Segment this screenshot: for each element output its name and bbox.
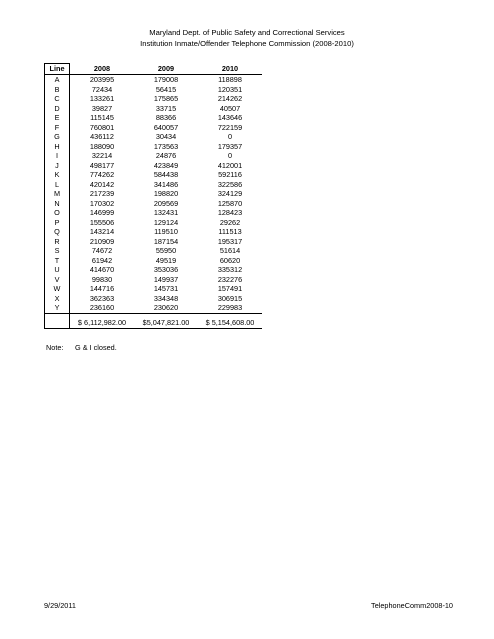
column-header-line: Line <box>45 64 70 75</box>
total-2008: $ 6,112,982.00 <box>70 318 135 329</box>
line-cell: P <box>45 218 70 228</box>
value-cell-2010: 0 <box>227 151 233 160</box>
table-row <box>45 151 263 161</box>
value-cell-2008: 115145 <box>90 113 114 122</box>
totals-label-cell <box>45 318 70 329</box>
table-row <box>45 113 263 123</box>
value-cell-2009: 640057 <box>153 122 179 132</box>
footer-filename: TelephoneComm2008-10 <box>371 601 453 610</box>
value-cell-2008: 414670 <box>89 265 115 274</box>
table-row <box>45 303 263 313</box>
value-cell-2009: 30434 <box>155 132 177 141</box>
value-cell-2009: 353036 <box>153 265 179 274</box>
value-cell-2008: 760801 <box>89 122 115 132</box>
line-cell: E <box>45 113 70 123</box>
table-row <box>45 132 263 142</box>
value-cell-2008: 143214 <box>89 227 115 236</box>
table-row <box>45 237 263 247</box>
document-title: Maryland Dept. of Public Safety and Correctional Services <box>149 28 345 37</box>
column-header-2008: 2008 <box>70 64 135 75</box>
value-cell-2010: 128423 <box>217 208 243 217</box>
line-cell: Q <box>45 227 70 237</box>
value-cell-2009: 584438 <box>153 170 179 179</box>
line-cell: G <box>45 132 70 142</box>
table-row <box>45 85 263 95</box>
value-cell-2009: 88366 <box>155 113 177 122</box>
value-cell-2009: 149937 <box>153 274 179 284</box>
value-cell-2008: 99830 <box>91 274 113 284</box>
table-row <box>45 218 263 228</box>
value-cell-2008: 420142 <box>89 179 115 189</box>
value-cell-2010: 322586 <box>217 179 243 189</box>
value-cell-2009: 341486 <box>153 179 179 189</box>
value-cell-2008: 72434 <box>91 84 113 94</box>
value-cell-2008: 362363 <box>89 293 115 303</box>
commission-table <box>44 63 262 329</box>
line-cell: S <box>45 246 70 256</box>
value-cell-2010: 111513 <box>218 227 242 236</box>
table-row <box>45 75 263 85</box>
table-row <box>45 170 263 180</box>
line-cell: V <box>45 275 70 285</box>
value-cell-2009: 179008 <box>153 75 179 84</box>
value-cell-2010: 179357 <box>217 141 243 151</box>
value-cell-2010: 232276 <box>217 274 243 284</box>
table-row <box>45 284 263 294</box>
total-2010: $ 5,154,608.00 <box>198 318 262 329</box>
line-cell: N <box>45 199 70 209</box>
line-cell: J <box>45 161 70 171</box>
value-cell-2009: 173563 <box>153 141 179 151</box>
table-row <box>45 142 263 152</box>
value-cell-2010: 335312 <box>217 265 243 274</box>
line-cell: H <box>45 142 70 152</box>
value-cell-2009: 33715 <box>155 103 177 113</box>
value-cell-2010: 118898 <box>218 75 242 84</box>
line-cell: O <box>45 208 70 218</box>
value-cell-2009: 49519 <box>155 255 177 265</box>
table-row <box>45 94 263 104</box>
value-cell-2008: 39827 <box>91 103 113 113</box>
value-cell-2010: 324129 <box>217 189 243 198</box>
value-cell-2009: 198820 <box>153 189 179 198</box>
line-cell: R <box>45 237 70 247</box>
document-subtitle: Institution Inmate/Offender Telephone Commission (2008-2010) <box>140 39 354 48</box>
value-cell-2008: 217239 <box>89 189 115 198</box>
table-row <box>45 104 263 114</box>
line-cell: W <box>45 284 70 294</box>
total-2009: $5,047,821.00 <box>134 318 198 329</box>
line-cell: X <box>45 294 70 304</box>
value-cell-2009: 24876 <box>155 151 177 160</box>
value-cell-2008: 74672 <box>91 246 113 255</box>
table-body <box>45 75 263 314</box>
note-label: Note: <box>46 343 64 352</box>
value-cell-2010: 592116 <box>218 170 242 179</box>
table-row <box>45 189 263 199</box>
value-cell-2010: 214262 <box>217 94 243 103</box>
table-row <box>45 199 263 209</box>
value-cell-2009: 187154 <box>153 236 179 246</box>
value-cell-2009: 423849 <box>153 160 179 170</box>
table-row <box>45 123 263 133</box>
column-header-2009: 2009 <box>134 64 198 75</box>
table-row <box>45 246 263 256</box>
line-cell: C <box>45 94 70 104</box>
value-cell-2008: 188090 <box>89 141 115 151</box>
table-row <box>45 265 263 275</box>
table-row <box>45 227 263 237</box>
value-cell-2009: 175865 <box>153 94 179 103</box>
footer-date: 9/29/2011 <box>44 601 76 610</box>
value-cell-2010: 722159 <box>217 122 243 132</box>
note-text: G & I closed. <box>75 343 117 352</box>
value-cell-2009: 129124 <box>153 217 179 227</box>
value-cell-2008: 210909 <box>89 236 115 246</box>
line-cell: T <box>45 256 70 266</box>
value-cell-2008: 203995 <box>89 75 115 84</box>
value-cell-2010: 60620 <box>219 255 241 265</box>
value-cell-2010: 51614 <box>219 246 241 255</box>
value-cell-2009: 145731 <box>153 284 179 293</box>
line-cell: B <box>45 85 70 95</box>
value-cell-2008: 170302 <box>89 198 115 208</box>
value-cell-2010: 229983 <box>217 303 243 312</box>
value-cell-2008: 146999 <box>89 208 115 217</box>
value-cell-2010: 157491 <box>217 284 243 293</box>
value-cell-2008: 144716 <box>89 284 115 293</box>
line-cell: M <box>45 189 70 199</box>
value-cell-2008: 236160 <box>89 303 115 312</box>
value-cell-2010: 29262 <box>219 217 241 227</box>
line-cell: A <box>45 75 70 85</box>
value-cell-2009: 55950 <box>155 246 177 255</box>
value-cell-2009: 334348 <box>153 293 179 303</box>
table-header-row <box>45 64 263 75</box>
line-cell: F <box>45 123 70 133</box>
table-row <box>45 275 263 285</box>
value-cell-2010: 195317 <box>217 236 243 246</box>
table-row <box>45 180 263 190</box>
table-row <box>45 256 263 266</box>
value-cell-2009: 56415 <box>155 84 177 94</box>
value-cell-2010: 412001 <box>217 160 243 170</box>
value-cell-2008: 32214 <box>91 151 113 160</box>
value-cell-2010: 0 <box>227 132 233 141</box>
totals-row <box>45 318 263 329</box>
table-row <box>45 161 263 171</box>
value-cell-2008: 61942 <box>91 255 113 265</box>
value-cell-2009: 209569 <box>153 198 179 208</box>
value-cell-2009: 132431 <box>153 208 179 217</box>
value-cell-2009: 119510 <box>154 227 178 236</box>
value-cell-2008: 436112 <box>90 132 114 141</box>
value-cell-2008: 774262 <box>89 170 115 179</box>
value-cell-2008: 133261 <box>89 94 115 103</box>
value-cell-2010: 306915 <box>217 293 243 303</box>
value-cell-2008: 155506 <box>89 217 115 227</box>
value-cell-2010: 143646 <box>217 113 243 122</box>
value-cell-2010: 120351 <box>217 84 243 94</box>
note <box>46 343 117 352</box>
value-cell-2009: 230620 <box>153 303 179 312</box>
line-cell: D <box>45 104 70 114</box>
line-cell: U <box>45 265 70 275</box>
line-cell: I <box>45 151 70 161</box>
value-cell-2010: 125870 <box>217 198 243 208</box>
table-row <box>45 294 263 304</box>
line-cell: Y <box>45 303 70 313</box>
value-cell-2010: 40507 <box>219 103 241 113</box>
column-header-2010: 2010 <box>198 64 262 75</box>
line-cell: L <box>45 180 70 190</box>
value-cell-2008: 498177 <box>89 160 115 170</box>
line-cell: K <box>45 170 70 180</box>
table-row <box>45 208 263 218</box>
